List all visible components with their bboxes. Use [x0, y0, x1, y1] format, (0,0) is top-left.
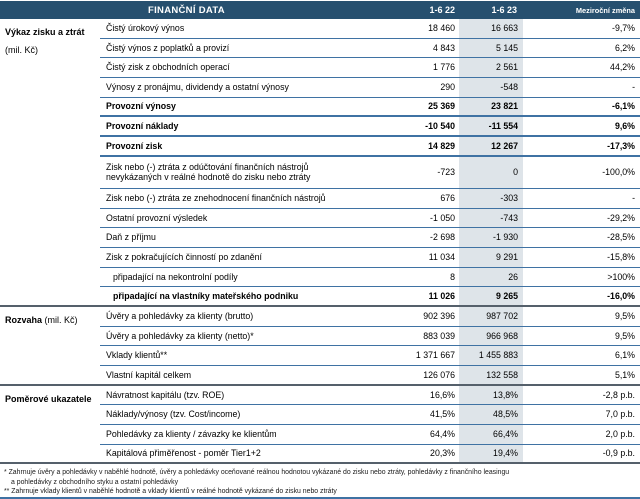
row-description: Pohledávky za klienty / závazky ke klientům	[100, 425, 390, 445]
value-2023: -743	[459, 209, 523, 229]
section-label-cell	[0, 327, 100, 347]
value-2022: 8	[390, 268, 459, 288]
value-2022: 14 829	[390, 137, 459, 157]
value-change: -15,8%	[523, 248, 640, 268]
row-description: Ostatní provozní výsledek	[100, 209, 390, 229]
value-2023: -548	[459, 78, 523, 98]
value-2023: 66,4%	[459, 425, 523, 445]
table-row	[0, 117, 640, 137]
value-2023: -11 554	[459, 117, 523, 137]
table-row	[0, 366, 640, 386]
row-description: Provozní výnosy	[100, 98, 390, 118]
section-label-cell	[0, 19, 100, 55]
table-header-bar	[0, 1, 640, 19]
footnote-line: ** Zahrnuje vklady klientů v naběhlé hodnotě a vklady klientů v reálné hodnotě vykázané do zisku nebo ztráty	[4, 488, 337, 496]
section-label-cell	[0, 98, 100, 118]
section-label: Výkaz zisku a ztrát (mil. Kč)	[5, 27, 85, 55]
value-2022: 290	[390, 78, 459, 98]
value-2022: 20,3%	[390, 445, 459, 465]
row-description: Daň z příjmu	[100, 228, 390, 248]
section-label-cell	[0, 209, 100, 229]
table-row	[0, 137, 640, 157]
row-description: Zisk nebo (-) ztráta ze znehodnocení finančních nástrojů	[100, 189, 390, 209]
value-2022: 676	[390, 189, 459, 209]
value-2023: 9 291	[459, 248, 523, 268]
row-description: Čistý zisk z obchodních operací	[100, 58, 390, 78]
value-2023: 9 265	[459, 287, 523, 307]
section-label-cell	[0, 366, 100, 386]
table-row	[0, 346, 640, 366]
value-change: 6,1%	[523, 346, 640, 366]
table-row	[0, 98, 640, 118]
value-change: -16,0%	[523, 287, 640, 307]
table-body	[0, 19, 640, 464]
row-description: Úvěry a pohledávky za klienty (netto)*	[100, 327, 390, 347]
value-change: -	[523, 189, 640, 209]
row-description: Náklady/výnosy (tzv. Cost/income)	[100, 405, 390, 425]
table-row	[0, 39, 640, 59]
column-header-period-2022: 1-6 22	[429, 5, 455, 15]
row-description: Zisk nebo (-) ztráta z odúčtování finančních nástrojů nevykázaných v reálné hodnotě do zisku nebo ztráty	[100, 157, 390, 189]
section-label-cell	[0, 346, 100, 366]
value-change: 6,2%	[523, 39, 640, 59]
row-description: Provozní zisk	[100, 137, 390, 157]
section-label-cell	[0, 117, 100, 137]
table-row	[0, 307, 640, 327]
table-row	[0, 386, 640, 406]
value-change: -6,1%	[523, 98, 640, 118]
table-title: FINANČNÍ DATA	[148, 4, 225, 16]
column-header-period-2023: 1-6 23	[491, 5, 517, 15]
row-description: Provozní náklady	[100, 117, 390, 137]
value-2023: -303	[459, 189, 523, 209]
row-description: Návratnost kapitálu (tzv. ROE)	[100, 386, 390, 406]
section-label-cell	[0, 405, 100, 425]
section-label-cell	[0, 39, 100, 59]
table-row	[0, 189, 640, 209]
value-2022: 25 369	[390, 98, 459, 118]
value-change: -0,9 p.b.	[523, 445, 640, 465]
section-label-cell	[0, 386, 100, 406]
section-label: Poměrové ukazatele	[5, 393, 92, 404]
table-row	[0, 157, 640, 189]
footnote-line: * Zahrnuje úvěry a pohledávky v naběhlé hodnotě, úvěry a pohledávky oceňované reálnou hodnotou vykázané do zisku nebo ztráty, pohledávky z finančního leasingu	[4, 469, 510, 477]
value-2022: -2 698	[390, 228, 459, 248]
value-2022: 4 843	[390, 39, 459, 59]
section-label-cell	[0, 228, 100, 248]
value-change: -29,2%	[523, 209, 640, 229]
section-label: Rozvaha (mil. Kč)	[5, 314, 78, 325]
value-change: -2,8 p.b.	[523, 386, 640, 406]
value-2022: 1 371 667	[390, 346, 459, 366]
table-row	[0, 405, 640, 425]
row-description: Čistý úrokový výnos	[100, 19, 390, 39]
value-2022: 11 034	[390, 248, 459, 268]
value-change: -9,7%	[523, 19, 640, 39]
value-2023: 13,8%	[459, 386, 523, 406]
row-description: Výnosy z pronájmu, dividendy a ostatní výnosy	[100, 78, 390, 98]
row-description: Vklady klientů**	[100, 346, 390, 366]
value-change: 9,5%	[523, 327, 640, 347]
row-description: Zisk z pokračujících činností po zdanění	[100, 248, 390, 268]
value-change: -100,0%	[523, 157, 640, 189]
section-label-cell	[0, 287, 100, 307]
value-2023: 26	[459, 268, 523, 288]
row-description: připadající na vlastníky mateřského podniku	[100, 287, 390, 307]
footnotes	[0, 464, 640, 494]
row-description: Čistý výnos z poplatků a provizí	[100, 39, 390, 59]
value-2023: 12 267	[459, 137, 523, 157]
section-label-cell	[0, 58, 100, 78]
value-change: >100%	[523, 268, 640, 288]
value-2023: 132 558	[459, 366, 523, 386]
value-2022: -1 050	[390, 209, 459, 229]
row-description: Úvěry a pohledávky za klienty (brutto)	[100, 307, 390, 327]
value-change: 9,6%	[523, 117, 640, 137]
section-label-cell	[0, 307, 100, 327]
value-2023: 966 968	[459, 327, 523, 347]
value-2023: 23 821	[459, 98, 523, 118]
value-change: -	[523, 78, 640, 98]
value-2023: 48,5%	[459, 405, 523, 425]
value-2022: 902 396	[390, 307, 459, 327]
value-2023: 0	[459, 157, 523, 189]
value-2022: -10 540	[390, 117, 459, 137]
value-2023: 1 455 883	[459, 346, 523, 366]
section-label-cell	[0, 157, 100, 189]
value-2022: 16,6%	[390, 386, 459, 406]
row-description: připadající na nekontrolní podíly	[100, 268, 390, 288]
table-row	[0, 425, 640, 445]
value-2022: 1 776	[390, 58, 459, 78]
value-2023: 16 663	[459, 19, 523, 39]
section-label-cell	[0, 268, 100, 288]
value-2023: -1 930	[459, 228, 523, 248]
table-row	[0, 268, 640, 288]
value-2022: 883 039	[390, 327, 459, 347]
table-row	[0, 78, 640, 98]
section-label-cell	[0, 189, 100, 209]
column-header-yoy-change: Meziroční změna	[575, 5, 635, 15]
section-label-cell	[0, 445, 100, 465]
value-change: 5,1%	[523, 366, 640, 386]
value-2022: 64,4%	[390, 425, 459, 445]
section-label-cell	[0, 78, 100, 98]
table-row	[0, 58, 640, 78]
table-row	[0, 445, 640, 465]
table-row	[0, 327, 640, 347]
table-row	[0, 287, 640, 307]
footnote-line: a pohledávky z obchodního styku a ostatní pohledávky	[11, 478, 179, 486]
section-label-cell	[0, 137, 100, 157]
row-description: Vlastní kapitál celkem	[100, 366, 390, 386]
value-2023: 19,4%	[459, 445, 523, 465]
value-change: 7,0 p.b.	[523, 405, 640, 425]
value-change: 9,5%	[523, 307, 640, 327]
value-change: 2,0 p.b.	[523, 425, 640, 445]
value-2022: 18 460	[390, 19, 459, 39]
row-description: Kapitálová přiměřenost - poměr Tier1+2	[100, 445, 390, 465]
value-2023: 987 702	[459, 307, 523, 327]
section-label-cell	[0, 425, 100, 445]
table-row	[0, 228, 640, 248]
value-change: -17,3%	[523, 137, 640, 157]
value-change: 44,2%	[523, 58, 640, 78]
value-2022: 41,5%	[390, 405, 459, 425]
table-row	[0, 209, 640, 229]
value-2023: 2 561	[459, 58, 523, 78]
value-2023: 5 145	[459, 39, 523, 59]
value-2022: 126 076	[390, 366, 459, 386]
section-label-cell	[0, 248, 100, 268]
value-2022: -723	[390, 157, 459, 189]
table-row	[0, 248, 640, 268]
value-2022: 11 026	[390, 287, 459, 307]
value-change: -28,5%	[523, 228, 640, 248]
